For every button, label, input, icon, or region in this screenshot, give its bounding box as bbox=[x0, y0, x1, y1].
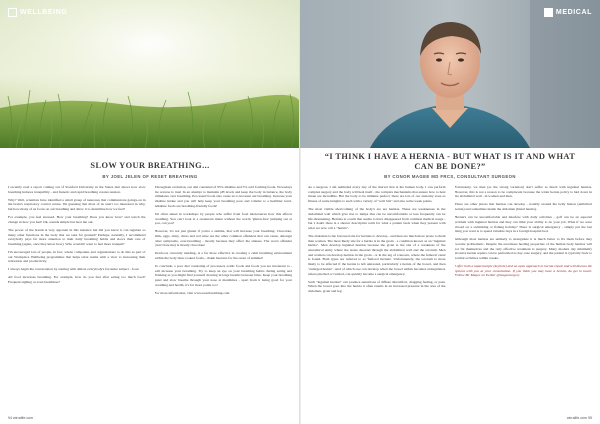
paragraph: As a surgeon, I am reminded every day of the marvel that is the human body. I can perform complex surgery and the body will heal itself - the complex mechanisms that ensure how to heal tissue are incredible. But the body to be immune perfect; there are lots of our anatomy even as fitness of some insights to such with a variety of "wall bits" and also some weak points. bbox=[308, 185, 446, 204]
paragraph: Although most hernias are unlikely to strangulate it is much better to fix them before they become problematic. Despite the enormous healing properties of the human body hernias will not fix themselves and the only effective treatment is surgery. Many modern day minimally invasive hernia repairs can be performed as day-case surgery, and the patient is typically back to normal activities within weeks. bbox=[454, 237, 592, 261]
paragraph: For more information, visit www.resetbreathing.com bbox=[154, 290, 230, 295]
paragraph: I always begin the conversation by starting with almost everybody's favourite subject - food. bbox=[8, 267, 140, 272]
body-column-1 bbox=[308, 185, 446, 409]
paragraph: The most visible shortcoming of the body's are are hernias. These are weaknesses in the abdominal wall which give rise to lumps that can be uncomfortable or less frequently can be life-threatening. Hernias is a term that seems to have disappeared from common medical usage - but I doubt there is a shorter descriptive term for what a patient feels when they present with what we now call a "hernia". bbox=[308, 207, 446, 230]
medical-hero-image bbox=[300, 0, 600, 148]
wellbeing-hero-image bbox=[0, 0, 300, 148]
paragraph: All food increases breathing. For example, how do you feel after eating too much food? Frequent sighing or even breathless? bbox=[8, 275, 146, 285]
article-title: SLOW YOUR BREATHING... bbox=[90, 161, 210, 170]
paragraph: To conclude, a poor diet consisting of processed, acidic foods and foods you are intolerant to - will increase your breathing. Try to keep an eye on your breathing habits during eating and drinking as you might find yourself drawing in large breaths between bites. Keep your breathing quiet and slow breathe through your nose at mealtimes - apart from it being good for your breathing and health, it's far more polite too! bbox=[154, 264, 292, 287]
body-column-2 bbox=[155, 185, 293, 409]
section-label: WELLBEING bbox=[20, 9, 68, 16]
paragraph: Throughout evolution, our diet consisted of 95% alkaline and 5% acid forming foods. Nowadays the reverse is true! In an attempt to maintain pH levels and keep the body in balance, the body stimulates over breathing. Processed foods also cause us to increase our breathing. Increase your alkaline intake and you will help keep your breathing pace and volume to a healthier level. Alkaline foods are breathing-friendly foods! bbox=[154, 185, 292, 208]
page-folio-left: 94 wirralife.com bbox=[8, 416, 34, 420]
grass-field-photo bbox=[0, 0, 300, 148]
paragraph: However, it's not just gluten if you're a asthma, that will increase your breathing. Chocolate, milk, eggs, dairy, citrus and red wine are the other common offenders that can cause, amongst other symptoms, over-breathing - mostly because they affect the sinuses. The worst offender (don't hate me) is mostly chocolate! bbox=[154, 229, 292, 248]
paragraph: Rawfood, currently trending, is a far more effective in creating a calm breathing environment within the body than cooked foods... thank heavens for the onset of summer! bbox=[154, 251, 292, 261]
article-byline: BY JOEL JELEN OF RESET BREATHING bbox=[102, 174, 198, 179]
paragraph: There are other places that hernias can develop - notably around the belly button (umbilical hernia) and sometimes inside the abdomen (hiatal hernia). bbox=[454, 202, 592, 212]
paragraph: Fortunately, we men (as the strong variation) don't suffer as much with inguinal hernias. However, this is not a reason to be complacent because the wider hernia policy is laid down in the abdominal wall - in women and men. bbox=[454, 185, 592, 199]
article-byline: BY CONOR MAGEE MD FRCS, CONSULTANT SURGEON bbox=[384, 174, 516, 179]
paragraph: For example, you feel stressed. How your breathing? Does you know how? and watch the change in how you feel! Ok, sounds simple but bear me out. bbox=[8, 215, 146, 224]
article-body bbox=[8, 185, 292, 409]
section-square-icon bbox=[8, 8, 17, 17]
paragraph: Such "inguinal hernias" can produce sensations of diffuse discomfort, dragging feeling, or pain. When the bowel goes into the hernia it often results in an increased pressure in the area of the abdomen, groin and leg. bbox=[308, 279, 446, 293]
surgeon-portrait-photo bbox=[300, 0, 600, 148]
section-tab-medical bbox=[544, 8, 592, 17]
section-label: MEDICAL bbox=[555, 9, 592, 16]
paragraph: Why? Well, scientists have identified a small group of neurones that communicate goings-on in the brain's respiratory control centre. I'm guessing that most of us aren't too interested in why, but how many of us focus on our breathing and allow it to determine how we feel? bbox=[8, 197, 146, 212]
article-title: “I THINK I HAVE A HERNIA - BUT WHAT IS IT AND WHAT CAN BE DONE?” bbox=[324, 152, 576, 171]
body-column-1 bbox=[8, 185, 146, 409]
paragraph: I recently read a report coming out of Stanford University in the States that shows how slow breathing induces tranquillity - and frenetic and rapid breathing creates tension. bbox=[8, 185, 146, 194]
paragraph: The abdomen is the favoured site for hernias to develop - and men are much more prone to them than women. The most likely site for a hernia is in the groin - a condition known as an "inguinal hernia". Men develop inguinal hernias because the groin is the site of a weakness of the anatomical entity where the testes descend through the abdominal wall and the scrotum. Men and women can develop hernias in the groin - or in the leg of a known, where the femoral canal is found. Both types are referred to as 'femoral hernias'. Unfortunately, the scrotum is more likely to be affected if the hernia is left untreated, particularly a hernia of the bowel, and then "enlarged hernia". And of which one can develop when the bowel within becomes strangulated, where pinched or twisted, can quickly become a surgical emergency. bbox=[308, 233, 446, 276]
paragraph: I'm encouraged lots of people, in fact, whole companies and organisations to do this as part of our Workplace Wellbeing programmes that helps relax teams with a view to increasing their relaxation and productivity. bbox=[8, 249, 146, 264]
article-body bbox=[308, 185, 592, 409]
paragraph: I offer both a laparoscopic (keyhole) and an open approach to hernia repair and will discuss the options with you at your consultation. If you think you may have a hernia, do get in touch. Follow Mr Magee on Twitter @mageesurgery bbox=[454, 264, 592, 278]
paragraph: The power of the breath is very apparent in this instance but did you know it can regulate so many other functions in the body that we take for granted? Perhaps, naturally, I recommend everybody pays far more attention to their daily breathing habits and slows their rate of breathing (again, once they know how). Who wouldn't want to feel more tranquil? bbox=[8, 227, 146, 246]
section-square-icon bbox=[544, 8, 553, 17]
paragraph: I'm often asked in workshops by people who suffer from food intolerances how this affects breathing. You can't look at a restaurant menu without the words 'gluten-free' jumping out at you, can you? bbox=[154, 211, 292, 226]
page-folio-right: wirralife.com 95 bbox=[566, 416, 592, 420]
body-column-2 bbox=[455, 185, 593, 409]
section-tab-wellbeing bbox=[8, 8, 67, 17]
paragraph: Hernia's can be uncomfortable and interfere with daily activities - golf can be an especial problem with inguinal hernias and they can limit your ability to do your job. What if we were abroad on a swimming or fishing holiday? There is surgical emergency - simply put the last thing you want is to spend valuable days in a foreign hospital bed. bbox=[454, 215, 592, 234]
right-page bbox=[300, 0, 600, 424]
